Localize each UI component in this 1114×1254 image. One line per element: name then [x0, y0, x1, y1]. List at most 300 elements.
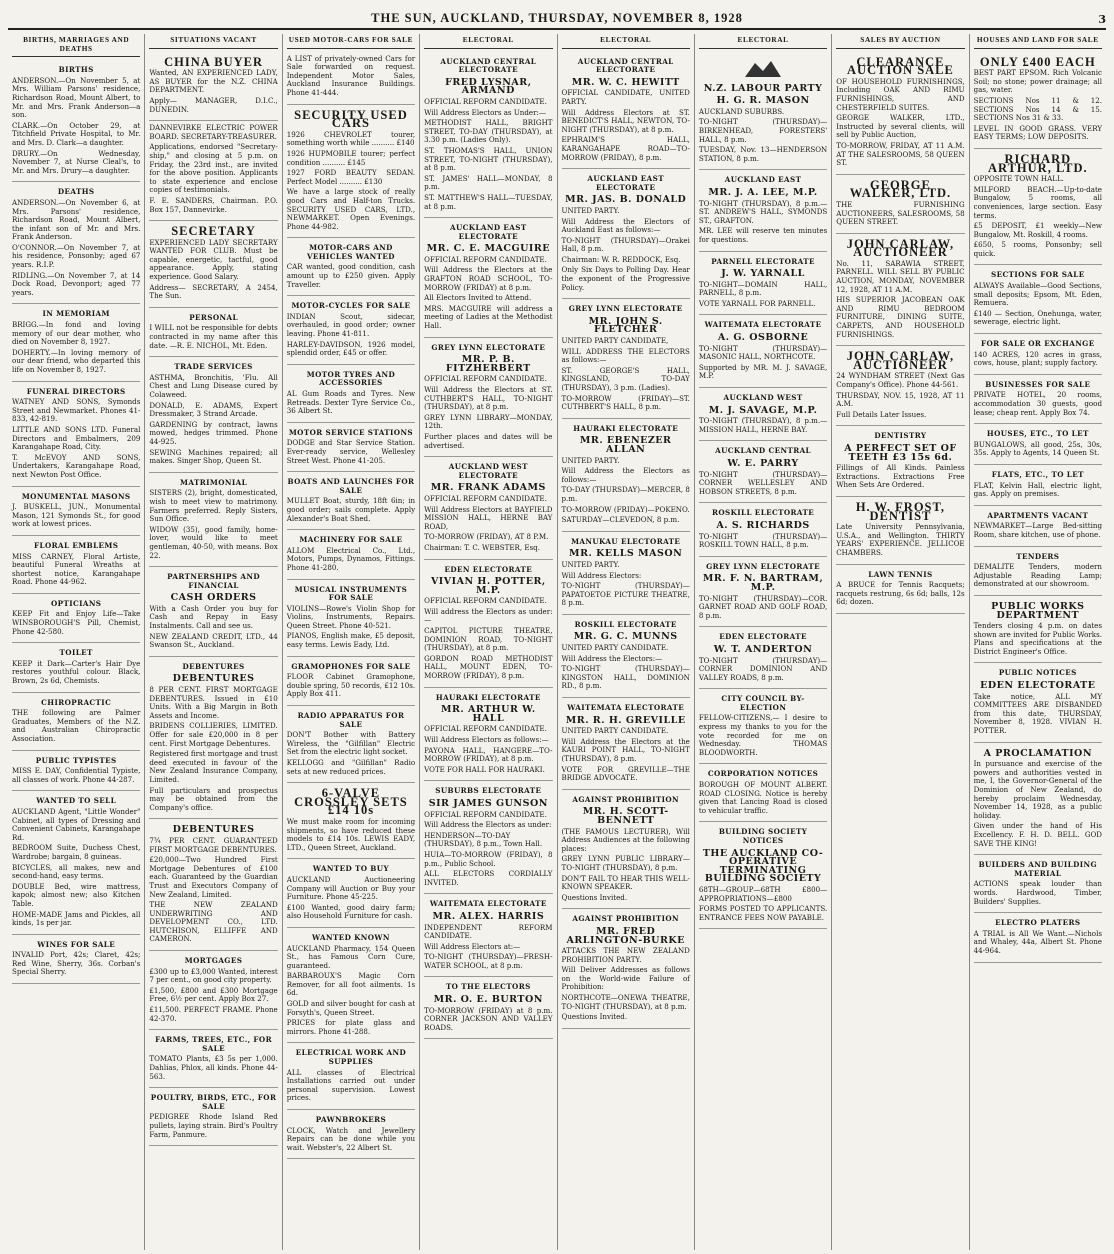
ad-text: DEMALITE Tenders, modern Adjustable Reading Lamp; demonstrated at our showroom.: [973, 562, 1102, 589]
column-3: [283, 34, 420, 1250]
electorate-name: SUBURBS ELECTORATE: [435, 786, 542, 796]
candidate-name: MR. JAS. B. DONALD: [565, 194, 687, 206]
ad-text: £5 DEPOSIT, £1 weekly—New Bungalow, Mt. Roskill, 4 rooms.: [973, 221, 1102, 239]
ad-text: GREY LYNN PUBLIC LIBRARY—TO-NIGHT (THURSDAY), 8 p.m.: [561, 854, 690, 872]
section-heading: ELECTRO PLATERS: [995, 918, 1081, 928]
advertisement: [699, 503, 827, 556]
advertisement: [149, 121, 277, 221]
section-heading: TOILET: [59, 648, 93, 658]
electorate-name: AUCKLAND WEST: [723, 393, 803, 403]
ad-text: £100 Wanted, good dairy farm; also Household Furniture for cash.: [286, 902, 416, 921]
section-heading: FOR SALE OR EXCHANGE: [981, 339, 1095, 349]
masthead: [8, 6, 1106, 30]
advertisement: [424, 338, 552, 458]
advertisement: [424, 218, 552, 338]
advertisement: [287, 530, 415, 579]
section-heading: GRAMOPHONES FOR SALE: [291, 661, 411, 671]
ad-text: With a Cash Order you buy for Cash and Repay in Easy Instalments. Call and see us.: [149, 603, 278, 631]
advertisement: [424, 52, 552, 219]
ad-text: (THE FAMOUS LECTURER), Will Address Audiences at the following places:: [561, 826, 690, 853]
section-heading: WANTED KNOWN: [312, 932, 390, 942]
ad-text: Wanted, AN EXPERIENCED LADY, AS BUYER for the N.Z. CHINA DEPARTMENT.: [149, 68, 278, 95]
section-heading: PUBLIC TYPISTES: [35, 755, 117, 765]
ad-text: We must make room for incoming shipments, so have reduced these models to £14 10s. LEWIS EADY, LTD., Queen Street, Auckland.: [286, 816, 416, 852]
advertisement: [699, 689, 827, 764]
display-subheading: CASH ORDERS: [170, 592, 257, 604]
candidate-name: MR. G. C. MUNNS: [573, 631, 678, 643]
candidate-name: J. W. YARNALL: [721, 268, 805, 280]
ad-text: GREY LYNN LIBRARY—MONDAY, 12th.: [424, 412, 553, 431]
section-heading: FUNERAL DIRECTORS: [26, 386, 126, 396]
ad-text: BICYCLES, all makes, new and second-hand, easy terms.: [12, 862, 141, 881]
ad-text: DRURY.—On Wednesday, November 7, at Nurse Cleal's, to Mr. and Mrs. Drury—a daughter.: [12, 148, 141, 175]
ad-text: MISS CARNEY, Floral Artiste, beautiful Funeral Wreaths at shortest notice, Karangahape Road. Phone 44-962.: [12, 551, 141, 587]
section-heading: MORTGAGES: [184, 956, 243, 966]
ad-text: ASTHMA, Bronchitis, 'Flu. All Chest and Lung Disease cured by Colaweed.: [149, 372, 278, 399]
ad-text: CAR wanted, good condition, cash amount up to £250 given. Apply Traveller.: [286, 262, 416, 289]
ad-text: T. McEVOY AND SONS, Undertakers, Karangahape Road, next Newton Post Office.: [12, 452, 141, 479]
ad-text: Will Address Electors:: [561, 570, 642, 580]
candidate-name: W. T. ANDERTON: [713, 643, 813, 655]
section-heading: BUILDING SOCIETY NOTICES: [718, 827, 808, 845]
section-heading: CITY COUNCIL BY-ELECTION: [721, 694, 805, 712]
column-4: [420, 34, 557, 1250]
advertisement: [149, 567, 277, 657]
advertisement: [974, 465, 1102, 506]
advertisement: [149, 473, 277, 567]
candidate-name: MR. P. B. FITZHERBERT: [445, 354, 531, 374]
ad-text: KEEP it Dark—Carter's Hair Dye restores youthful colour. Black, Brown, 2s 6d, Chemists.: [12, 658, 141, 686]
section-heading: MACHINERY FOR SALE: [299, 535, 403, 545]
advertisement: [287, 365, 415, 423]
ad-text: CLARK.—On October 29, at Titchfield Private Hospital, to Mr. and Mrs. D. Clark—a daughter.: [12, 120, 141, 147]
ad-text: DON'T Bother with Battery Wireless, the "Gilfillan" Electric Set from the electric light socket.: [286, 730, 416, 757]
ad-text: No. 11, SARAWIA STREET, PARNELL. WILL SELL BY PUBLIC AUCTION, MONDAY, NOVEMBER 12, 1928, AT 11 A.M.: [836, 258, 965, 294]
ad-text: Will Address the Electors as follows:—: [561, 466, 690, 484]
ad-text: TO-MORROW (FRIDAY) at 8 p.m. CORNER JACKSON AND VALLEY ROADS.: [424, 1005, 553, 1032]
section-heading: BUILDERS AND BUILDING MATERIAL: [978, 860, 1098, 878]
ad-text: Will Address the Electors as under:: [424, 820, 552, 830]
ad-text: EPHRAIM'S HALL, KARANGAHAPE ROAD—TO-MORROW (FRIDAY), 8 p.m.: [561, 135, 690, 162]
section-heading: WINES FOR SALE: [37, 939, 116, 949]
ad-text: GORDON ROAD METHODIST HALL, MOUNT EDEN, TO-MORROW (FRIDAY), 8 p.m.: [424, 653, 553, 681]
advertisement: [699, 441, 827, 503]
ad-text: OFFICIAL REFORM CANDIDATE.: [424, 809, 547, 819]
section-heading: TENDERS: [1016, 551, 1060, 561]
electorate-name: AUCKLAND EAST ELECTORATE: [450, 223, 527, 241]
candidate-name: MR. ALEX. HARRIS: [432, 910, 545, 922]
ad-text: EXPERIENCED LADY SECRETARY WANTED FOR CLUB. Must be capable, energetic, tactful, good appearance. Apply, stating experience. Good Salary.: [149, 237, 278, 282]
electorate-name: AUCKLAND CENTRAL ELECTORATE: [577, 56, 674, 75]
ad-text: Chairman: W. R. REDDOCK, Esq.: [561, 254, 681, 264]
ad-text: BUNGALOWS, all good, 25s, 30s, 35s. Apply to Agents, 14 Queen St.: [973, 439, 1102, 458]
candidate-name: VIVIAN H. POTTER, M.P.: [430, 576, 546, 596]
advertisement: [287, 928, 415, 1044]
ad-text: TO-NIGHT (THURSDAY)—COR. GARNET ROAD AND GOLF ROAD, 8 p.m.: [698, 593, 828, 620]
ad-text: THURSDAY, NOV. 15, 1928, AT 11 A.M.: [836, 390, 965, 409]
ad-text: Chairman: T. C. WEBSTER, Esq.: [424, 542, 540, 552]
candidate-name: MR. FRED ARLINGTON-BURKE: [566, 925, 685, 946]
ad-text: PRIVATE HOTEL, 20 rooms, accommodation 30 guests, good lease; cheap rent. Apply Box 74.: [973, 390, 1102, 417]
ad-text: VIOLINS—Rowe's Violin Shop for Violins, Instruments, Repairs. Queen Street. Phone 40-521.: [286, 603, 416, 630]
ad-text: 140 ACRES, 120 acres in grass, cows, house, plant; supply factory.: [973, 349, 1102, 368]
candidate-name: W. E. PARRY: [727, 458, 799, 469]
ad-text: SECTIONS Nos 11 & 12. SECTIONS Nos 14 & 15. SECTIONS Nos 31 & 33.: [973, 95, 1102, 123]
ad-text: £20,000—Two Hundred First Mortgage Debentures of £100 each. Guaranteed by the Guardian Trust and Executors Company of New Zealand, Limited.: [149, 855, 278, 899]
ad-text: £1,500, £800 and £300 Mortgage Free, 6½ per cent. Apply Box 27.: [149, 985, 278, 1004]
ad-text: SISTERS (2), bright, domesticated, wish to meet view to matrimony. Farmers preferred. Reply Sisters, Sun Office.: [149, 488, 278, 524]
advertisement: [836, 497, 964, 565]
advertisement: [836, 234, 964, 347]
ad-text: Given under the hand of His Excellency. F. H. D. BELL. GOD SAVE THE KING!: [973, 821, 1102, 848]
party-name: N.Z. LABOUR PARTY: [703, 82, 823, 94]
ad-text: TO-NIGHT (THURSDAY)—CORNER DOMINION AND VALLEY ROADS, 8 p.m.: [698, 655, 828, 682]
advertisement: [562, 698, 690, 790]
section-heading: POULTRY, BIRDS, ETC., FOR SALE: [150, 1093, 277, 1111]
ad-text: 1926 CHEVROLET tourer, something worth while .......... £140: [286, 129, 416, 148]
section-heading: APARTMENTS VACANT: [987, 510, 1089, 520]
ad-text: AUCKLAND Pharmacy, 154 Queen St., has Famous Corn Cure, guaranteed.: [286, 943, 416, 970]
display-subheading: A PERFECT SET OF TEETH £3 15s 6d.: [844, 442, 957, 463]
advertisement: [974, 913, 1102, 962]
section-heading: MUSICAL INSTRUMENTS FOR SALE: [294, 584, 408, 603]
ad-text: TO-MORROW (FRIDAY)—ST. CUTHBERT'S HALL, 8 p.m.: [561, 393, 690, 412]
section-heading: ELECTRICAL WORK AND SUPPLIES: [295, 1048, 407, 1067]
electorate-name: GREY LYNN ELECTORATE: [568, 304, 683, 314]
ad-text: Will Address the Electors of Auckland East as follows:—: [561, 216, 690, 235]
advertisement: [836, 565, 964, 614]
ad-text: GOLD and silver bought for cash at Forsyth's, Queen Street.: [286, 999, 416, 1017]
ad-text: ALWAYS Available—Good Sections, small deposits; Epsom, Mt. Eden, Remuera.: [973, 281, 1102, 308]
ad-text: OFFICIAL REFORM CANDIDATE.: [424, 596, 547, 606]
display-heading: GEORGE WALKER, LTD.: [849, 177, 952, 201]
advertisement: [287, 859, 415, 928]
advertisement: [287, 580, 415, 657]
column-7: [832, 34, 969, 1250]
candidate-name: SIR JAMES GUNSON: [428, 797, 548, 809]
ad-text: Will Address Electors at:—: [424, 941, 521, 951]
advertisement: [287, 1043, 415, 1110]
advertisement: [974, 375, 1102, 424]
column-heading: ELECTORAL: [562, 34, 690, 49]
ad-text: Fillings of All Kinds. Painless Extractions. Extractions Free When Sets Are Ordered.: [836, 463, 965, 490]
ad-text: TO-NIGHT (THURSDAY)—MASONIC HALL, NORTHCOTE.: [698, 343, 828, 362]
page-number: 3: [1098, 13, 1106, 26]
ad-text: SATURDAY—CLEVEDON, 8 p.m.: [561, 515, 680, 525]
display-subheading: EDEN ELECTORATE: [980, 680, 1096, 692]
ad-text: WATNEY AND SONS, Symonds Street and Newmarket. Phones 41-833, 42-819.: [12, 397, 141, 424]
section-heading: MOTOR TYRES AND ACCESSORIES: [306, 369, 396, 388]
ad-text: INDEPENDENT REFORM CANDIDATE.: [424, 922, 553, 941]
candidate-name: H. G. R. MASON: [716, 95, 810, 107]
electorate-name: WAITEMATA ELECTORATE: [704, 320, 822, 330]
section-heading: DEATHS: [57, 187, 95, 197]
advertisement: [12, 693, 140, 751]
ad-text: 1926 HUPMOBILE tourer; perfect condition .......... £145: [286, 148, 416, 167]
ad-text: TO-MORROW (FRIDAY)—POKENO.: [561, 504, 690, 514]
ad-text: AUCKLAND SUBURBS.: [698, 106, 785, 116]
column-2: [145, 34, 282, 1250]
advertisement: [699, 315, 827, 388]
ad-text: O'CONNOR.—On November 7, at his residence, Ponsonby; aged 67 years. R.I.P.: [12, 242, 141, 270]
electorate-name: HAURAKI ELECTORATE: [573, 423, 679, 433]
candidate-name: MR. JOHN S. FLETCHER: [588, 315, 663, 336]
advertisement: [974, 424, 1102, 465]
ad-text: METHODIST HALL, BRIGHT STREET, TO-DAY (THURSDAY), at 3.30 p.m. (Ladies Only).: [424, 118, 553, 145]
section-heading: MATRIMONIAL: [180, 477, 248, 487]
ad-text: MILFORD BEACH.—Up-to-date Bungalow, 5 rooms, all conveniences, large section. Easy terms.: [973, 184, 1102, 220]
display-subheading: THE AUCKLAND CO-OPERATIVE TERMINATING BUILDING SOCIETY: [702, 847, 824, 885]
advertisement: [12, 182, 140, 304]
ad-text: Further places and dates will be advertised.: [424, 431, 553, 450]
advertisement: [562, 419, 690, 532]
candidate-name: MR. O. E. BURTON: [433, 994, 543, 1006]
ad-text: PEDIGREE Rhode Island Red pullets, laying strain. Bird's Poultry Farm, Panmure.: [149, 1112, 278, 1139]
party-emblem-icon: [743, 57, 783, 81]
section-heading: WANTED TO BUY: [312, 864, 389, 874]
ad-text: RIDLING.—On November 7, at 14 Dock Road, Devonport; aged 77 years.: [12, 270, 141, 297]
ad-text: UNITED PARTY.: [561, 455, 620, 465]
ad-text: OFFICIAL REFORM CANDIDATE.: [424, 724, 547, 734]
advertisement: [287, 52, 415, 105]
ad-text: Will Address Electors at BAYFIELD MISSION HALL, HERNE BAY ROAD,: [424, 504, 553, 531]
ad-text: ACTIONS speak louder than words. Hardwood, Timber, Builders' Supplies.: [973, 879, 1102, 906]
advertisement: [149, 1030, 277, 1088]
ad-text: FLOOR Cabinet Gramophone, double spring, 50 records, £12 10s. Apply Box 411.: [286, 672, 416, 699]
ad-text: TO-NIGHT (THURSDAY)—PAPATOETOE PICTURE THEATRE, 8 p.m.: [561, 581, 690, 608]
advertisement: [562, 169, 690, 299]
ad-text: Will Address the Electors at ST. CUTHBERT'S HALL, TO-NIGHT (THURSDAY), at 8 p.m.: [424, 385, 553, 412]
candidate-name: A. S. RICHARDS: [716, 519, 810, 531]
advertisement: [149, 308, 277, 357]
ad-text: Will Address the Electors:—: [561, 653, 663, 663]
ad-text: 68TH—GROUP—68TH £800—APPROPRIATIONS—£800: [698, 884, 828, 903]
ad-text: AUCKLAND Agent, "Little Wonder" Cabinet, all types of Dressing and Convenient Cabinets, Karangahape Rd.: [12, 806, 141, 842]
ad-text: UNITED PARTY CANDIDATE,: [561, 336, 669, 346]
display-heading: ONLY £400 EACH: [979, 54, 1096, 69]
advertisement: [149, 52, 277, 122]
display-heading: CLEARANCE AUCTION SALE: [847, 54, 954, 78]
ad-text: BEDROOM Suite, Duchess Chest, Wardrobe; bargain, 8 guineas.: [12, 843, 141, 861]
column-heading: SITUATIONS VACANT: [149, 34, 277, 49]
ad-text: NEWMARKET—Large Bed-sitting Room, share kitchen, use of phone.: [973, 521, 1102, 539]
candidate-name: MR. FRANK ADAMS: [430, 482, 546, 494]
candidate-name: MR. F. N. BARTRAM, M.P.: [702, 573, 824, 593]
ad-text: TO-NIGHT (THURSDAY), 8 p.m.—ST. ANDREW'S HALL, SYMONDS ST., GRAFTON.: [698, 198, 828, 225]
advertisement: [424, 688, 552, 782]
ad-text: OFFICIAL REFORM CANDIDATE.: [424, 493, 547, 503]
ad-text: 8 PER CENT. FIRST MORTGAGE DEBENTURES. Issued in £10 Units. With a Big Margin in Both Assets and Income.: [149, 685, 278, 720]
ad-text: OFFICIAL REFORM CANDIDATE.: [424, 96, 547, 106]
ad-text: CLOCK, Watch and Jewellery Repairs can be done while you wait. Webster's, 22 Albert St.: [286, 1125, 416, 1152]
ad-text: TUESDAY, Nov. 13—HENDERSON STATION, 8 p.m.: [698, 145, 828, 163]
advertisement: [287, 657, 415, 706]
ad-text: LITTLE AND SONS LTD. Funeral Directors and Embalmers, 209 Karangahape Road, City.: [12, 424, 141, 452]
advertisement: [424, 560, 552, 688]
column-heading: USED MOTOR-CARS FOR SALE: [287, 34, 415, 49]
section-heading: MONUMENTAL MASONS: [21, 491, 131, 501]
advertisement: [974, 596, 1102, 664]
column-heading: SALES BY AUCTION: [836, 34, 964, 49]
ad-text: ST. GEORGE'S HALL, KINGSLAND, TO-DAY (THURSDAY), 3 p.m. (Ladies).: [561, 365, 690, 392]
ad-text: 24 WYNDHAM STREET (Next Gas Company's Office). Phone 44-561.: [836, 371, 965, 389]
electorate-name: AUCKLAND CENTRAL: [715, 446, 811, 456]
column-1: [8, 34, 145, 1250]
advertisement: [562, 532, 690, 615]
column-heading: ELECTORAL: [699, 34, 827, 49]
ad-text: HIS SUPERIOR JACOBEAN OAK AND RIMU BEDROOM FURNITURE, DINING SUITE, CARPETS, AND HOUSEHOLD FURNISHINGS.: [836, 295, 965, 339]
electorate-name: TO THE ELECTORS: [445, 982, 531, 992]
section-heading: BIRTHS: [58, 65, 94, 75]
ad-text: ATTACKS THE NEW ZEALAND PROHIBITION PARTY.: [561, 946, 690, 964]
electorate-name: HAURAKI ELECTORATE: [435, 692, 541, 702]
advertisement: [12, 791, 140, 934]
advertisement: [699, 252, 827, 316]
ad-text: ALLOM Electrical Co., Ltd., Motors, Pumps, Dynamos, Fittings. Phone 41-280.: [286, 545, 416, 572]
ad-text: MR. LEE will reserve ten minutes for questions.: [698, 226, 828, 244]
ad-text: BRIDENS COLLIERIES, LIMITED. Offer for sale £20,000 in 8 per cent. First Mortgage Debentures.: [149, 721, 278, 748]
advertisement: [562, 615, 690, 698]
section-heading: DENTISTRY: [874, 431, 927, 441]
ad-text: FELLOW-CITIZENS,— I desire to express my thanks to you for the vote recorded for me on Wednesday. THOMAS BLOODWORTH.: [698, 713, 828, 757]
ad-text: Supported by MR. M. J. SAVAGE, M.P.: [698, 362, 828, 381]
advertisement: [974, 547, 1102, 596]
advertisement: [287, 105, 415, 239]
advertisement: [12, 304, 140, 381]
section-heading: BOATS AND LAUNCHES FOR SALE: [287, 477, 415, 495]
column-8: [970, 34, 1106, 1250]
ad-text: ALL classes of Electrical Installations carried out under personal supervision. Lowest prices.: [286, 1067, 416, 1103]
display-heading: JOHN CARLAW, AUCTIONEER: [846, 236, 955, 260]
ad-text: OFFICIAL REFORM CANDIDATE.: [424, 374, 547, 384]
section-heading: IN MEMORIAM: [42, 309, 110, 319]
section-heading: RADIO APPARATUS FOR SALE: [297, 711, 405, 729]
electorate-name: ROSKILL ELECTORATE: [711, 508, 815, 518]
section-heading: TRADE SERVICES: [174, 362, 253, 372]
advertisement: [287, 783, 415, 859]
ad-text: Take notice, ALL MY COMMITTEES ARE DISBANDED from this date, THURSDAY, November 8, 1928. VIVIAN H. POTTER.: [973, 691, 1102, 736]
ad-text: MISS E. DAY, Confidential Typiste, all classes of work. Phone 44-287.: [12, 766, 141, 784]
electorate-name: PARNELL ELECTORATE: [711, 256, 815, 266]
ad-text: Will Address Electors at ST. BENEDICT'S HALL, NEWTON, TO-NIGHT (THURSDAY), at 8 p.m.: [561, 107, 690, 134]
ad-text: £11,500. PERFECT FRAME. Phone 42-370.: [149, 1005, 278, 1023]
advertisement: [974, 52, 1102, 149]
section-heading: FLATS, ETC., TO LET: [991, 469, 1084, 479]
advertisement: [562, 909, 690, 1029]
ad-text: TO-NIGHT (THURSDAY)—KINGSTON HALL, DOMINION RD., 8 p.m.: [561, 664, 690, 691]
display-subheading: DEBENTURES: [172, 673, 255, 685]
display-subheading: A PROCLAMATION: [983, 747, 1093, 759]
ad-text: DONALD, E. ADAMS, Expert Dressmaker, 3 Strand Arcade.: [149, 400, 278, 419]
electorate-name: WAITEMATA ELECTORATE: [567, 703, 685, 713]
advertisement: [12, 60, 140, 182]
ad-text: ST. JAMES' HALL—MONDAY, 8 p.m.: [424, 173, 553, 192]
ad-text: KELLOGG and "Gilfillan" Radio sets at new reduced prices.: [286, 758, 416, 776]
advertisement: [699, 822, 827, 929]
section-heading: FARMS, TREES, ETC., FOR SALE: [155, 1035, 272, 1053]
advertisement: [836, 52, 964, 175]
ad-text: Only Six Days to Polling Day. Hear the exponent of the Progressive Policy.: [561, 265, 690, 292]
ad-text: ST. MATTHEW'S HALL—TUESDAY, at 8 p.m.: [424, 192, 553, 211]
ad-text: BRIGG.—In fond and loving memory of our dear mother, who died on November 8, 1927.: [12, 320, 141, 347]
advertisement: [149, 1088, 277, 1146]
display-heading: 6-VALVE CROSSLEY SETS £14 10s: [294, 786, 408, 818]
ad-text: All Electors Invited to Attend.: [424, 293, 532, 303]
display-heading: SECURITY USED CARS: [294, 107, 408, 131]
ad-text: BOROUGH OF MOUNT ALBERT. ROAD CLOSING. Notice is hereby given that Lancing Road is closed to vehicular traffic.: [698, 780, 828, 815]
advertisement: [974, 855, 1102, 913]
column-5: [558, 34, 695, 1250]
electorate-name: AUCKLAND WEST ELECTORATE: [448, 462, 528, 480]
column-6: [695, 34, 832, 1250]
advertisement: [287, 472, 415, 530]
ad-text: 1927 FORD BEAUTY SEDAN. Perfect Model .......... £130: [286, 168, 416, 186]
advertisement: [12, 487, 140, 536]
ad-text: Registered first mortgage and trust deed executed in favour of the New Zealand Insurance Company, Limited.: [149, 749, 278, 784]
advertisement: [974, 149, 1102, 266]
ad-text: I WILL not be responsible for debts contracted in my name after this date. —R. E. NICHOL, Mt. Eden.: [149, 323, 278, 350]
ad-text: Will address the Electors as under:—: [424, 606, 553, 625]
ad-text: TO-DAY (THURSDAY)—MERCER, 8 p.m.: [561, 485, 690, 503]
display-heading: SECRETARY: [171, 224, 256, 239]
section-heading: CORPORATION NOTICES: [707, 769, 819, 779]
ad-text: THE NEW ZEALAND UNDERWRITING AND DEVELOPMENT CO., LTD. HUTCHISON, ELLIFFE AND CAMERON.: [149, 900, 278, 944]
display-heading: CHINA BUYER: [164, 54, 263, 69]
advertisement: [287, 238, 415, 296]
column-heading: HOUSES AND LAND FOR SALE: [974, 34, 1102, 49]
ad-text: WIDOW (35), good family, home-lover, would like to meet gentleman, 40-50, with means. Box 22.: [149, 524, 278, 560]
section-heading: OPTICIANS: [50, 598, 102, 608]
ad-text: ANDERSON.—On November 6, at Mrs. Parsons' residence, Richardson Road, Mount Albert, the infant son of Mr. and Mrs. Frank Anderson.: [12, 197, 141, 242]
ad-text: DANNEVIRKE ELECTRIC POWER BOARD. SECRETARY-TREASURER.: [149, 123, 278, 141]
advertisement: [562, 790, 690, 910]
candidate-name: M. J. SAVAGE, M.P.: [708, 404, 818, 416]
advertisement: [974, 663, 1102, 742]
ad-text: WILL ADDRESS THE ELECTORS as follows:—: [561, 346, 690, 365]
candidate-name: MR. H. SCOTT-BENNETT: [582, 806, 669, 826]
electorate-name: MANUKAU ELECTORATE: [571, 536, 681, 546]
ad-text: NEW ZEALAND CREDIT, LTD., 44 Swanson St., Auckland.: [149, 631, 278, 650]
advertisement: [12, 935, 140, 984]
advertisement: [974, 506, 1102, 547]
ad-text: F. E. SANDERS, Chairman. P.O. Box 157, Dannevirke.: [149, 195, 278, 214]
advertisement: [149, 357, 277, 473]
advertisement: [287, 1110, 415, 1159]
ad-text: TO-NIGHT (THURSDAY)—BIRKENHEAD, FORESTERS' HALL, 8 p.m.: [698, 117, 828, 144]
ad-text: TO-NIGHT (THURSDAY)—CORNER WELLESLEY AND HOBSON STREETS, 8 p.m.: [698, 469, 828, 496]
ad-text: OFFICIAL CANDIDATE, UNITED PARTY.: [561, 88, 690, 106]
ad-text: OPPOSITE TOWN HALL.: [973, 174, 1064, 184]
ad-text: Full Details Later Issues.: [836, 409, 927, 419]
ad-text: DODGE and Star Service Station. Ever-ready service, Wellesley Street West. Phone 41-205.: [286, 438, 416, 465]
ad-text: HUIA—TO-MORROW (FRIDAY), 8 p.m., Public School.: [424, 849, 553, 868]
ad-text: Questions Invited.: [561, 892, 628, 902]
ad-text: Will Address Electors as follows:—: [424, 735, 549, 744]
ad-text: TOMATO Plants, £3 5s per 1,000. Dahlias, Phlox, all kinds. Phone 44-563.: [149, 1054, 278, 1081]
ad-text: £140 — Section, Onehunga, water, sewerage, electric light.: [973, 308, 1102, 327]
ad-text: FORMS POSTED TO APPLICANTS. ENTRANCE FEES NOW PAYABLE.: [698, 904, 828, 922]
ad-text: ST. THOMAS'S HALL, UNION STREET, TO-NIGHT (THURSDAY), at 8 p.m.: [424, 145, 553, 173]
electorate-name: GREY LYNN ELECTORATE: [431, 342, 546, 352]
section-heading: HOUSES, ETC., TO LET: [986, 429, 1089, 439]
candidate-name: MR. J. A. LEE, M.P.: [708, 186, 818, 198]
advertisement: [974, 334, 1102, 375]
candidate-name: MR. EBENEZER ALLAN: [579, 435, 672, 455]
columns-container: [8, 34, 1106, 1250]
advertisement: [424, 894, 552, 977]
section-heading: MOTOR SERVICE STATIONS: [288, 427, 414, 437]
advertisement: [562, 52, 690, 170]
